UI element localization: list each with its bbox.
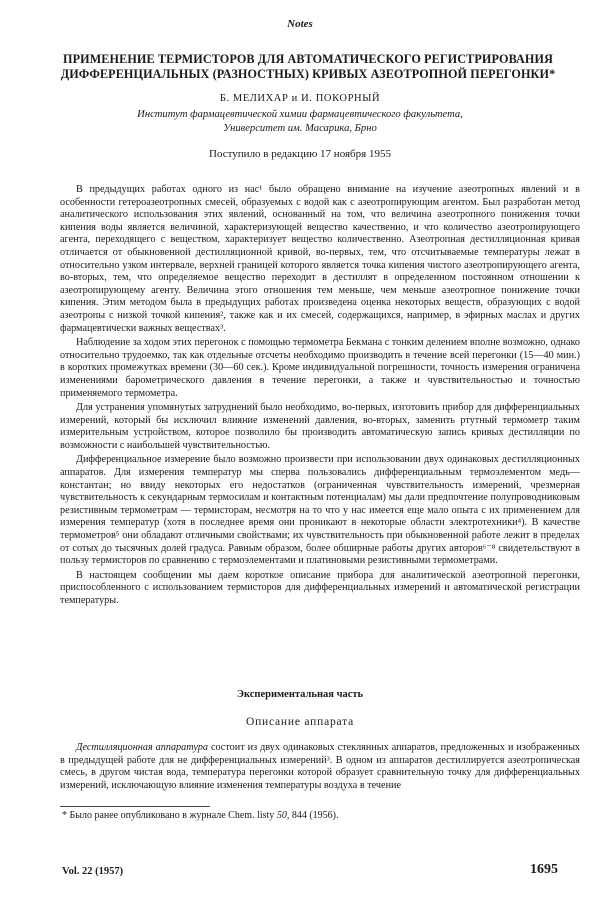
paragraph-body: состоит из двух одинаковых стеклянных аппаратов, предложенных и изображенных в предыдущей работе для не дифференциальных измерений³. В одном из аппаратов дестиллируется азеотропическая смесь, в другом чистая вода, температура перегонки которой образует сравнительную точку для дифференциальных измерений, исключающую влияние изменения температуры воздуха в течение [60, 742, 581, 791]
article-authors: Б. МЕЛИХАР и И. ПОКОРНЫЙ [219, 93, 381, 104]
running-head: Notes [287, 18, 313, 30]
footer-volume: Vol. 22 (1957) [62, 866, 124, 877]
page-number: 1695 [530, 862, 558, 877]
article-title: ПРИМЕНЕНИЕ ТЕРМИСТОРОВ ДЛЯ АВТОМАТИЧЕСКОГО РЕГИСТРИРОВАНИЯ ДИФФЕРЕНЦИАЛЬНЫХ (РАЗНОСТНЫХ) КРИВЫХ АЗЕОТРОПНОЙ ПЕРЕГОНКИ* [60, 52, 556, 81]
paragraph: В предыдущих работах одного из нас¹ было обращено внимание на изучение азеотропных явлений и в особенности гетероазеотропных смесей, образуемых с водой как с азеотропирующим агентом. Был разработан метод аналитического использования этих явлений, основанный на том, что величина азеотропного понижения точки кипения воды является величиной, характеризующей вещество качественно, и что количество азеотропирующего агента, переходящего с веществом, характеризует вещество количественно. Азеотропная дестилляционная кривая отличается от обыкновенной дестилляционной кривой, во-первых, тем, что отсчитываемые температуры лежат в относительно узком интервале, верхней границей которого является точка кипения чистого азеотропирующего агента, во-вторых, тем, что определяемое вещество переходит в дестиллят в определенном постоянном отношении к азеотропирующему агенту. Величина этого отношения тем меньше, чем меньше азеотропное понижение точки кипения. Этим методом была в предыдущих работах произведена оценка некоторых веществ, образующих с водой азеотропы с низкой точкой кипения², также как и их смесей, содержащихся, например, в эфирных маслах и других фармацевтически важных веществах³. [60, 184, 580, 334]
footnote-text: * Было ранее опубликовано в журнале Chem. listy [62, 810, 277, 821]
affiliation-line-2: Университет им. Масарика, Брно [223, 123, 377, 134]
introduction-text [60, 184, 580, 608]
section-text [60, 742, 580, 792]
paragraph: Для устранения упомянутых затруднений было необходимо, во-первых, изготовить прибор для дифференциальных измерений, который бы исключил влияние изменений давления, во-вторых, заменить ртутный термометр таким измерительным устройством, которое позволило бы производить автоматическую запись кривых дестилляции по возможности с наибольшей чувствительностью. [60, 402, 580, 451]
footnote-pages: 844 (1956). [289, 810, 339, 821]
paragraph: В настоящем сообщении мы даем короткое описание прибора для аналитической азеотропной перегонки, приспособленного с использованием термисторов для дифференциальных измерений и автоматической регистрации температуры. [60, 569, 580, 606]
section-heading: Экспериментальная часть [236, 689, 364, 700]
received-date: Поступило в редакцию 17 ноября 1955 [209, 148, 391, 160]
paragraph [60, 742, 580, 792]
paragraph: Наблюдение за ходом этих перегонок с помощью термометра Бекмана с тонким делением вполне возможно, однако относительно трудоемко, так как отдельные отсчеты необходимо производить в течение всей перегонки (15—40 мин.) в коротких промежутках времени (30—60 сек.). Кроме индивидуальной погрешности, точность измерения ограничена изменениями барометрического давления в течение перегонки, а также и чувствительностью и точностью применяемого термометра. [60, 337, 580, 399]
subsection-heading: Описание аппарата [245, 716, 355, 728]
footnote [62, 810, 578, 821]
author-affiliation [0, 108, 600, 136]
footnote-divider [60, 806, 210, 807]
paragraph-lead-term: Дестилляционная аппаратура [76, 742, 208, 753]
footnote-volume: 50, [276, 810, 290, 821]
paragraph: Дифференциальное измерение было возможно произвести при использовании двух одинаковых дестилляционных аппаратов. Для измерения температур мы сперва пользовались дифференциальным термоэлементом медь—константан; но ввиду некоторых его недостатков (ограниченная чувствительность измерений, чрезмерная чувствительность к секундарным термосилам и контактным потенциалам) мы дали предпочтение полупроводниковым резистивным термометрам — термисторам, несмотря на то что у нас имеется еще мало опыта с их применением для измерения температур (хотя в последнее время они проникают в некоторые области электротехники⁴). В качестве термометров⁵ они обладают отличными свойствами; их чувствительность при обыкновенной работе лежит в пределах от сотых до тысячных долей градуса. Равным образом, более обширные работы других авторов⁶⁻⁸ свидетельствуют в пользу термисторов по сравнению с термоэлементами и платиновыми резистивными термометрами. [60, 454, 580, 567]
affiliation-line-1: Институт фармацевтической химии фармацевтического факультета, [137, 109, 463, 120]
